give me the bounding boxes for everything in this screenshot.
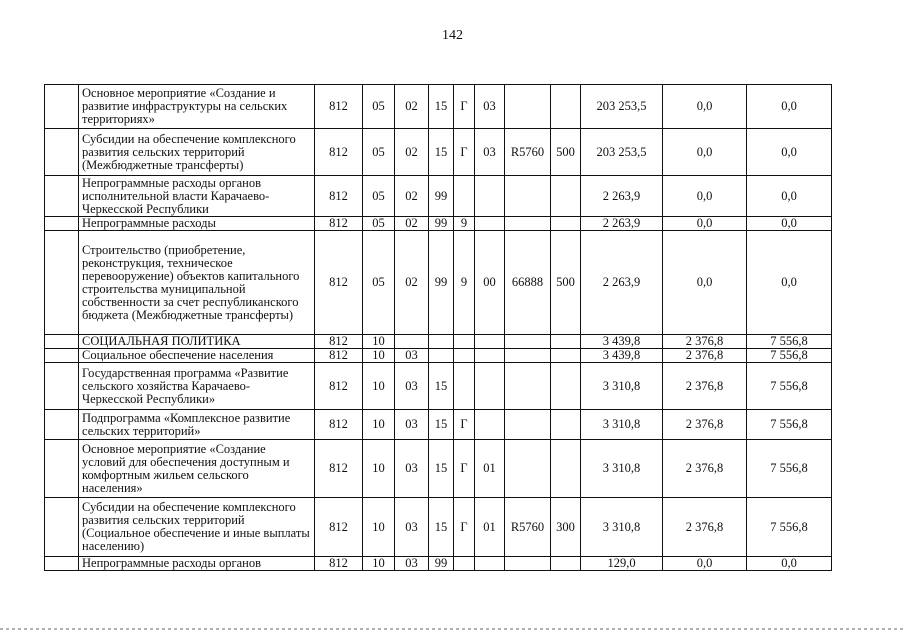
table-row — [45, 231, 832, 335]
row-name: Подпрограмма «Комплексное развитие сельских территорий» — [79, 410, 315, 440]
row-amount-1: 2 263,9 — [581, 217, 663, 231]
row-margin-cell — [45, 349, 79, 363]
row-section: 10 — [363, 363, 395, 410]
table-row — [45, 217, 832, 231]
table-row — [45, 129, 832, 176]
row-subprogram — [454, 349, 475, 363]
row-amount-2: 0,0 — [663, 85, 747, 129]
row-admin: 812 — [315, 129, 363, 176]
row-name: Строительство (приобретение, реконструкция, техническое перевооружение) объектов капитального строительства муниципальной собственности за счет республиканского бюджета (Межбюджетные трансферты) — [79, 231, 315, 335]
row-direction — [505, 349, 551, 363]
row-direction — [505, 363, 551, 410]
row-section: 10 — [363, 498, 395, 557]
row-admin: 812 — [315, 85, 363, 129]
row-amount-2: 0,0 — [663, 557, 747, 571]
row-name: Субсидии на обеспечение комплексного развития сельских территорий (Межбюджетные трансферты) — [79, 129, 315, 176]
row-subprogram — [454, 176, 475, 217]
row-event — [475, 217, 505, 231]
row-program: 99 — [429, 231, 454, 335]
row-amount-3: 7 556,8 — [747, 349, 832, 363]
row-amount-1: 3 310,8 — [581, 410, 663, 440]
row-section: 10 — [363, 557, 395, 571]
row-margin-cell — [45, 217, 79, 231]
row-subsection: 03 — [395, 363, 429, 410]
row-name: Основное мероприятие «Создание условий для обеспечения доступным и комфортным жильем сельского населения» — [79, 440, 315, 498]
table-row — [45, 410, 832, 440]
row-program: 15 — [429, 410, 454, 440]
row-subprogram: Г — [454, 498, 475, 557]
row-amount-2: 2 376,8 — [663, 363, 747, 410]
table-row — [45, 349, 832, 363]
row-subsection — [395, 335, 429, 349]
row-amount-1: 203 253,5 — [581, 85, 663, 129]
row-event — [475, 335, 505, 349]
row-admin: 812 — [315, 231, 363, 335]
row-expense-type: 500 — [551, 231, 581, 335]
row-event: 00 — [475, 231, 505, 335]
row-subsection: 03 — [395, 410, 429, 440]
row-amount-2: 2 376,8 — [663, 335, 747, 349]
row-section: 10 — [363, 410, 395, 440]
row-amount-3: 0,0 — [747, 129, 832, 176]
row-subsection: 02 — [395, 129, 429, 176]
row-direction — [505, 440, 551, 498]
row-section: 10 — [363, 440, 395, 498]
row-amount-2: 2 376,8 — [663, 498, 747, 557]
row-amount-3: 0,0 — [747, 217, 832, 231]
table-row — [45, 440, 832, 498]
row-section: 05 — [363, 231, 395, 335]
row-direction: 66888 — [505, 231, 551, 335]
row-program — [429, 335, 454, 349]
row-program — [429, 349, 454, 363]
row-margin-cell — [45, 335, 79, 349]
row-direction: R5760 — [505, 498, 551, 557]
row-amount-2: 0,0 — [663, 217, 747, 231]
row-program: 99 — [429, 176, 454, 217]
row-subsection: 03 — [395, 498, 429, 557]
row-expense-type — [551, 557, 581, 571]
row-margin-cell — [45, 176, 79, 217]
row-section: 05 — [363, 85, 395, 129]
row-name: Непрограммные расходы органов — [79, 557, 315, 571]
table-row — [45, 176, 832, 217]
row-subsection: 02 — [395, 217, 429, 231]
row-amount-3: 0,0 — [747, 231, 832, 335]
row-section: 05 — [363, 129, 395, 176]
row-section: 05 — [363, 176, 395, 217]
row-amount-3: 0,0 — [747, 176, 832, 217]
table-row — [45, 557, 832, 571]
row-amount-3: 7 556,8 — [747, 440, 832, 498]
row-amount-3: 7 556,8 — [747, 410, 832, 440]
row-program: 99 — [429, 557, 454, 571]
row-amount-1: 3 310,8 — [581, 363, 663, 410]
row-amount-2: 0,0 — [663, 231, 747, 335]
row-event — [475, 363, 505, 410]
row-amount-2: 2 376,8 — [663, 410, 747, 440]
row-expense-type — [551, 176, 581, 217]
row-amount-1: 3 310,8 — [581, 498, 663, 557]
row-direction — [505, 410, 551, 440]
row-amount-2: 2 376,8 — [663, 440, 747, 498]
row-name: Непрограммные расходы органов исполнительной власти Карачаево-Черкесской Республики — [79, 176, 315, 217]
row-subprogram: 9 — [454, 231, 475, 335]
row-subsection: 03 — [395, 557, 429, 571]
page-number: 142 — [442, 28, 463, 43]
row-program: 15 — [429, 85, 454, 129]
row-event — [475, 557, 505, 571]
row-subprogram: 9 — [454, 217, 475, 231]
row-margin-cell — [45, 231, 79, 335]
row-amount-1: 3 310,8 — [581, 440, 663, 498]
row-margin-cell — [45, 557, 79, 571]
row-admin: 812 — [315, 498, 363, 557]
row-direction — [505, 176, 551, 217]
table-row — [45, 363, 832, 410]
row-direction: R5760 — [505, 129, 551, 176]
row-amount-1: 2 263,9 — [581, 176, 663, 217]
row-direction — [505, 335, 551, 349]
row-expense-type: 500 — [551, 129, 581, 176]
row-admin: 812 — [315, 335, 363, 349]
row-margin-cell — [45, 440, 79, 498]
row-program: 15 — [429, 363, 454, 410]
row-subprogram: Г — [454, 410, 475, 440]
row-admin: 812 — [315, 440, 363, 498]
budget-table — [44, 84, 832, 571]
row-admin: 812 — [315, 176, 363, 217]
row-amount-3: 0,0 — [747, 557, 832, 571]
row-name: Государственная программа «Развитие сельского хозяйства Карачаево-Черкесской Республики» — [79, 363, 315, 410]
row-name: Основное мероприятие «Создание и развитие инфраструктуры на сельских территориях» — [79, 85, 315, 129]
table-row — [45, 85, 832, 129]
row-amount-3: 7 556,8 — [747, 363, 832, 410]
row-expense-type — [551, 217, 581, 231]
row-event: 03 — [475, 85, 505, 129]
row-expense-type — [551, 85, 581, 129]
row-subprogram: Г — [454, 440, 475, 498]
row-expense-type — [551, 349, 581, 363]
row-expense-type — [551, 410, 581, 440]
row-amount-1: 129,0 — [581, 557, 663, 571]
row-subsection: 02 — [395, 231, 429, 335]
row-subprogram — [454, 557, 475, 571]
row-section: 10 — [363, 349, 395, 363]
row-margin-cell — [45, 498, 79, 557]
row-subprogram — [454, 335, 475, 349]
row-expense-type — [551, 335, 581, 349]
row-subsection: 03 — [395, 440, 429, 498]
row-program: 15 — [429, 498, 454, 557]
row-direction — [505, 85, 551, 129]
row-name: Непрограммные расходы — [79, 217, 315, 231]
row-amount-2: 0,0 — [663, 129, 747, 176]
row-name: Субсидии на обеспечение комплексного развития сельских территорий (Социальное обеспечение и иные выплаты населению) — [79, 498, 315, 557]
table-row — [45, 498, 832, 557]
row-program: 15 — [429, 129, 454, 176]
row-subsection: 02 — [395, 176, 429, 217]
row-subprogram: Г — [454, 85, 475, 129]
row-subprogram: Г — [454, 129, 475, 176]
row-program: 15 — [429, 440, 454, 498]
row-margin-cell — [45, 363, 79, 410]
row-program: 99 — [429, 217, 454, 231]
row-event: 03 — [475, 129, 505, 176]
row-name: СОЦИАЛЬНАЯ ПОЛИТИКА — [79, 335, 315, 349]
row-subsection: 03 — [395, 349, 429, 363]
row-event: 01 — [475, 498, 505, 557]
row-amount-3: 7 556,8 — [747, 498, 832, 557]
row-direction — [505, 557, 551, 571]
row-event — [475, 349, 505, 363]
row-amount-3: 7 556,8 — [747, 335, 832, 349]
row-admin: 812 — [315, 557, 363, 571]
row-amount-1: 3 439,8 — [581, 349, 663, 363]
row-admin: 812 — [315, 410, 363, 440]
row-direction — [505, 217, 551, 231]
row-section: 10 — [363, 335, 395, 349]
row-amount-1: 3 439,8 — [581, 335, 663, 349]
row-event: 01 — [475, 440, 505, 498]
row-amount-2: 0,0 — [663, 176, 747, 217]
row-margin-cell — [45, 85, 79, 129]
row-subprogram — [454, 363, 475, 410]
row-expense-type: 300 — [551, 498, 581, 557]
row-event — [475, 410, 505, 440]
row-subsection: 02 — [395, 85, 429, 129]
row-name: Социальное обеспечение населения — [79, 349, 315, 363]
row-expense-type — [551, 440, 581, 498]
row-event — [475, 176, 505, 217]
table-row — [45, 335, 832, 349]
row-amount-3: 0,0 — [747, 85, 832, 129]
row-margin-cell — [45, 410, 79, 440]
row-admin: 812 — [315, 217, 363, 231]
row-amount-2: 2 376,8 — [663, 349, 747, 363]
row-expense-type — [551, 363, 581, 410]
row-admin: 812 — [315, 363, 363, 410]
row-section: 05 — [363, 217, 395, 231]
row-admin: 812 — [315, 349, 363, 363]
row-margin-cell — [45, 129, 79, 176]
scan-edge-line — [0, 628, 905, 630]
row-amount-1: 203 253,5 — [581, 129, 663, 176]
row-amount-1: 2 263,9 — [581, 231, 663, 335]
